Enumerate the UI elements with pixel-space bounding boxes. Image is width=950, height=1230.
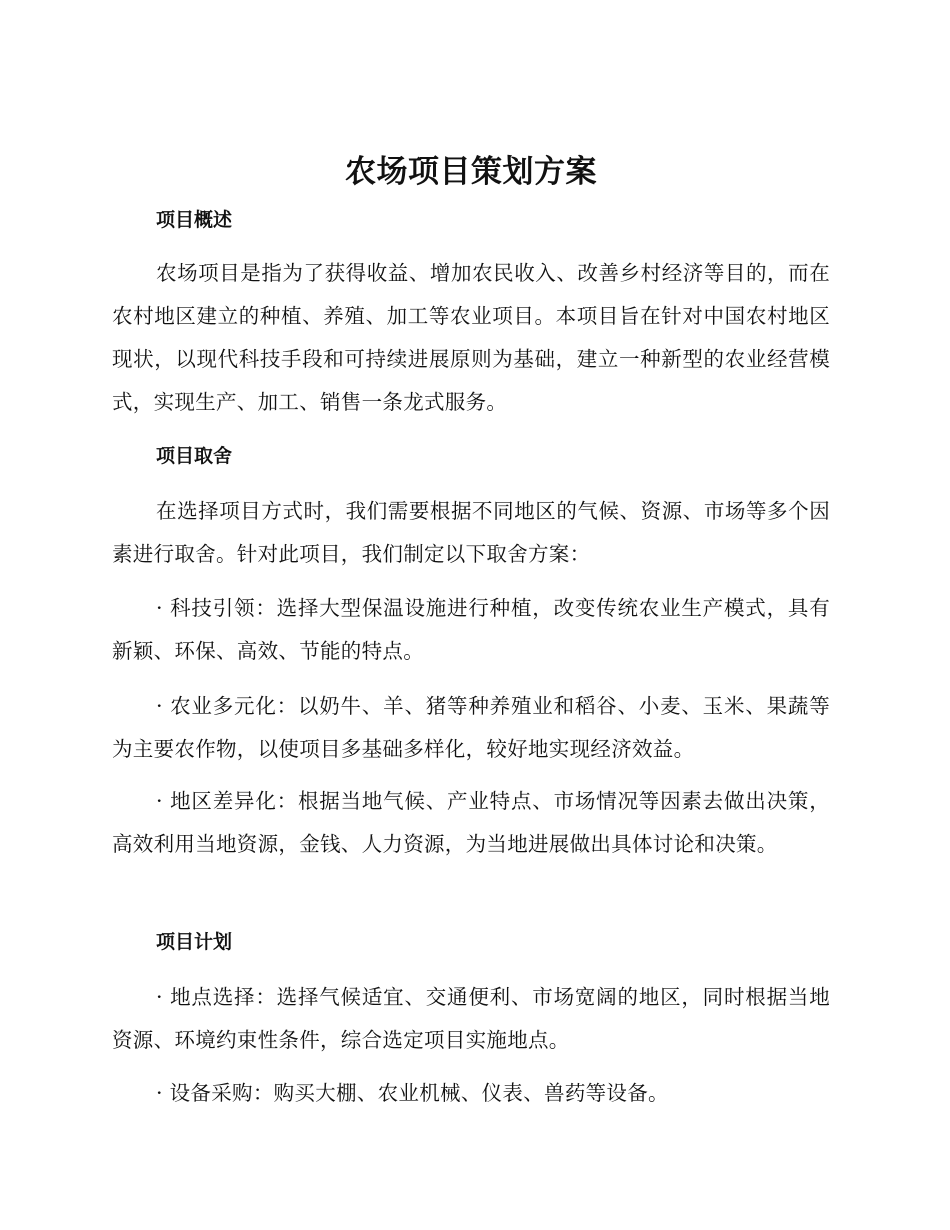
bullet-equipment-purchase: · 设备采购：购买大棚、农业机械、仪表、兽药等设备。 <box>156 1081 669 1105</box>
bullet-tech-lead: · 科技引领：选择大型保温设施进行种植，改变传统农业生产模式，具有新颖、环保、高效、节能的特点。 <box>112 596 830 663</box>
paragraph-overview: 农场项目是指为了获得收益、增加农民收入、改善乡村经济等目的，而在农村地区建立的种植、养殖、加工等农业项目。本项目旨在针对中国农村地区现状，以现代科技手段和可持续进展原则为基础，建立一种新型的农业经营模式，实现生产、加工、销售一条龙式服务。 <box>112 261 830 414</box>
section-heading-overview: 项目概述 <box>156 209 233 231</box>
bullet-diversification: · 农业多元化：以奶牛、羊、猪等种养殖业和稻谷、小麦、玉米、果蔬等为主要农作物，以使项目多基础多样化，较好地实现经济效益。 <box>112 694 830 761</box>
document-title: 农场项目策划方案 <box>345 154 597 190</box>
bullet-regional-differentiation: · 地区差异化：根据当地气候、产业特点、市场情况等因素去做出决策，高效利用当地资源，金钱、人力资源，为当地进展做出具体讨论和决策。 <box>112 789 830 856</box>
section-heading-tradeoffs: 项目取舍 <box>156 445 233 467</box>
bullet-site-selection: · 地点选择：选择气候适宜、交通便利、市场宽阔的地区，同时根据当地资源、环境约束性条件，综合选定项目实施地点。 <box>112 985 830 1052</box>
paragraph-tradeoffs-intro: 在选择项目方式时，我们需要根据不同地区的气候、资源、市场等多个因素进行取舍。针对此项目，我们制定以下取舍方案： <box>112 499 830 566</box>
section-heading-plan: 项目计划 <box>156 931 233 953</box>
